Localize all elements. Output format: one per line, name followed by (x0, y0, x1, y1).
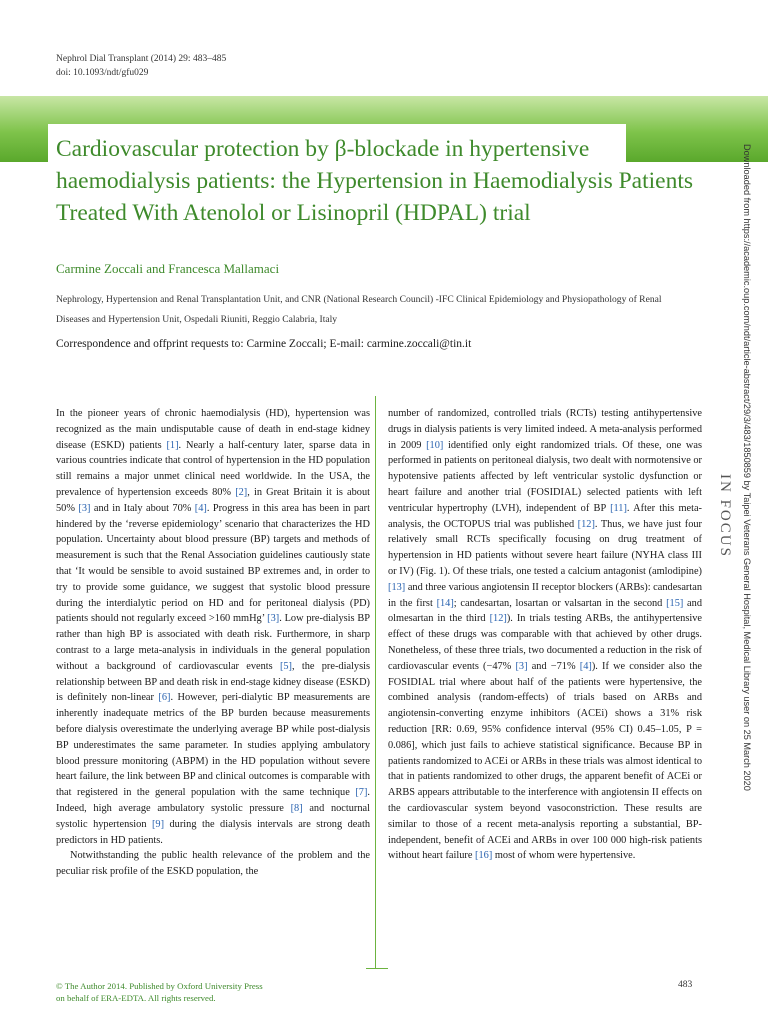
reference-link[interactable]: [10] (426, 439, 444, 451)
reference-link[interactable]: [12] (489, 613, 507, 625)
journal-header (56, 52, 226, 80)
column-divider (375, 396, 376, 968)
body-column-right (388, 406, 702, 864)
author-affiliation: Nephrology, Hypertension and Renal Transplantation Unit, and CNR (National Research Council) -IFC Clinical Epidemiology and Physiopathology of Renal Diseases and Hypertension Unit, Ospedali Riuniti, Reggio Calabria, Italy (56, 294, 662, 325)
reference-link[interactable]: [5] (279, 660, 292, 672)
reference-link[interactable]: [3] (267, 613, 280, 625)
article-authors: Carmine Zoccali and Francesca Mallamaci (56, 261, 280, 276)
reference-link[interactable]: [7] (355, 787, 368, 799)
copyright-line-1: © The Author 2014. Published by Oxford University Press (56, 981, 263, 991)
journal-citation: Nephrol Dial Transplant (2014) 29: 483–485 (56, 54, 227, 64)
section-label-in-focus: IN FOCUS (717, 474, 733, 558)
reference-link[interactable]: [4] (579, 660, 592, 672)
reference-link[interactable]: [12] (577, 518, 595, 530)
reference-link[interactable]: [13] (388, 581, 406, 593)
reference-link[interactable]: [4] (194, 502, 207, 514)
reference-link[interactable]: [1] (166, 439, 179, 451)
reference-link[interactable]: [11] (610, 502, 627, 514)
reference-link[interactable]: [2] (235, 486, 248, 498)
paragraph: Notwithstanding the public health relevance of the problem and the peculiar risk profile of the ESKD population, the (56, 850, 370, 878)
reference-link[interactable]: [8] (290, 802, 303, 814)
copyright-line-2: on behalf of ERA-EDTA. All rights reserved. (56, 993, 216, 1003)
paragraph: number of randomized, controlled trials (RCTs) testing antihypertensive drugs in dialysis patients is very limited indeed. A meta-analysis performed in 2009 [10] identified only eight randomized trials. Of these, one was performed in patients on peritoneal dialysis, two dealt with normotensive or hypotensive patients affected by left ventricular systolic dysfunction or heart failure and another trial (FOSIDIAL) selected patients with left ventricular hypertrophy (LVH), independent of BP [11]. After this meta-analysis, the OCTOPUS trial was published [12]. Thus, we have just four relatively small RCTs specifically focusing on drug treatment of hypertension in HD patients without severe heart failure (NYHA class III or IV) (Fig. 1). Of these trials, one tested a calcium antagonist (amlodipine) [13] and three various angiotensin II receptor blockers (ARBs): candesartan in the first [14]; candesartan, losartan or valsartan in the second [15] and olmesartan in the third [12]). In trials testing ARBs, the antihypertensive effect of these drugs was comparable with that achieved by other drugs. Nonetheless, of these three trials, two documented a reduction in the risk of cardiovascular events (−47% [3] and −71% [4]). If we consider also the FOSIDIAL trial where about half of the patients were hypertensive, the combined analysis (random-effects) of trials based on ARBs and angiotensin-converting enzyme inhibitors (ACEi) shows a 31% risk reduction [RR: 0.69, 95% confidence interval (95% CI) 0.45–1.05, P = 0.086], which just fails to achieve statistical significance. Because BP in patients randomized to ACEi or ARBs in these trials was almost identical to that in patients randomized to other drugs, the apparent benefit of ACEi or ARBS appears attributable to the interference with angiotensin II effects on the cardiovascular system beyond vasoconstriction. These results are similar to those of a recent meta-analysis reporting a substantial, BP-independent, benefit of ACEi and ARBs in over 100 000 high-risk patients without heart failure [16] most of whom were hypertensive. (388, 408, 702, 862)
column-divider-foot (366, 968, 388, 969)
reference-link[interactable]: [16] (475, 850, 493, 862)
reference-link[interactable]: [14] (436, 597, 454, 609)
reference-link[interactable]: [9] (151, 818, 165, 830)
copyright-footer (56, 980, 263, 1004)
correspondence-line: Correspondence and offprint requests to: Carmine Zoccali; E-mail: carmine.zoccali@tin.it (56, 338, 472, 350)
article-title: Cardiovascular protection by β-blockade in hypertensive haemodialysis patients: the Hypertension in Haemodialysis Patients Treated With Atenolol or Lisinopril (HDPAL) trial (56, 136, 694, 226)
download-watermark: Downloaded from https://academic.oup.com/ndt/article-abstract/29/3/483/1850859 by Taipei Veterans General Hospital, Medical Library user on 25 March 2020 (742, 144, 752, 791)
reference-link[interactable]: [3] (78, 502, 91, 514)
body-column-left (56, 406, 370, 880)
reference-link[interactable]: [3] (515, 660, 528, 672)
journal-doi: doi: 10.1093/ndt/gfu029 (56, 68, 149, 78)
paragraph: In the pioneer years of chronic haemodialysis (HD), hypertension was recognized as the main undisputable cause of death in end-stage kidney disease (ESKD) patients [1]. Nearly a half-century later, sparse data in various countries indicate that control of hypertension in the HD population still remains a major unmet clinical need worldwide. In the USA, the prevalence of hypertension exceeds 80% [2], in Great Britain it is about 50% [3] and in Italy about 70% [4]. Progress in this area has been in part hindered by the ‘reverse epidemiology’ scenario that characterizes the HD population. Uncertainty about blood pressure (BP) targets and methods of measurement is such that the Renal Association guidelines cautiously state that ‘It would be sensible to avoid sustained BP extremes and, in order to try to provide some guidance, we suggest that systolic blood pressure during the interdialytic period on HD and for peritoneal dialysis (PD) patients should not regularly exceed >160 mmHg’ [3]. Low pre-dialysis BP rather than high BP is associated with death risk. Furthermore, in sharp contrast to a large meta-analysis in individuals in the general population without a background of cardiovascular events [5], the pre-dialysis relationship between BP and death risk in end-stage kidney disease (ESKD) is definitely non-linear [6]. However, peri-dialytic BP measurements are inherently inadequate metrics of the BP burden because measurements before dialysis overestimate the underlying average BP while post-dialysis BP underestimates the same parameter. In studies applying ambulatory blood pressure monitoring (ABPM) in the HD population without severe heart failure, the link between BP and clinical outcomes is comparable with that registered in the general population with the same technique [7]. Indeed, high average ambulatory systolic pressure [8] and nocturnal systolic hypertension [9] during the dialysis intervals are strong death predictors in HD patients. (56, 408, 371, 846)
reference-link[interactable]: [15] (666, 597, 684, 609)
reference-link[interactable]: [6] (158, 692, 171, 704)
page-number: 483 (678, 980, 693, 990)
